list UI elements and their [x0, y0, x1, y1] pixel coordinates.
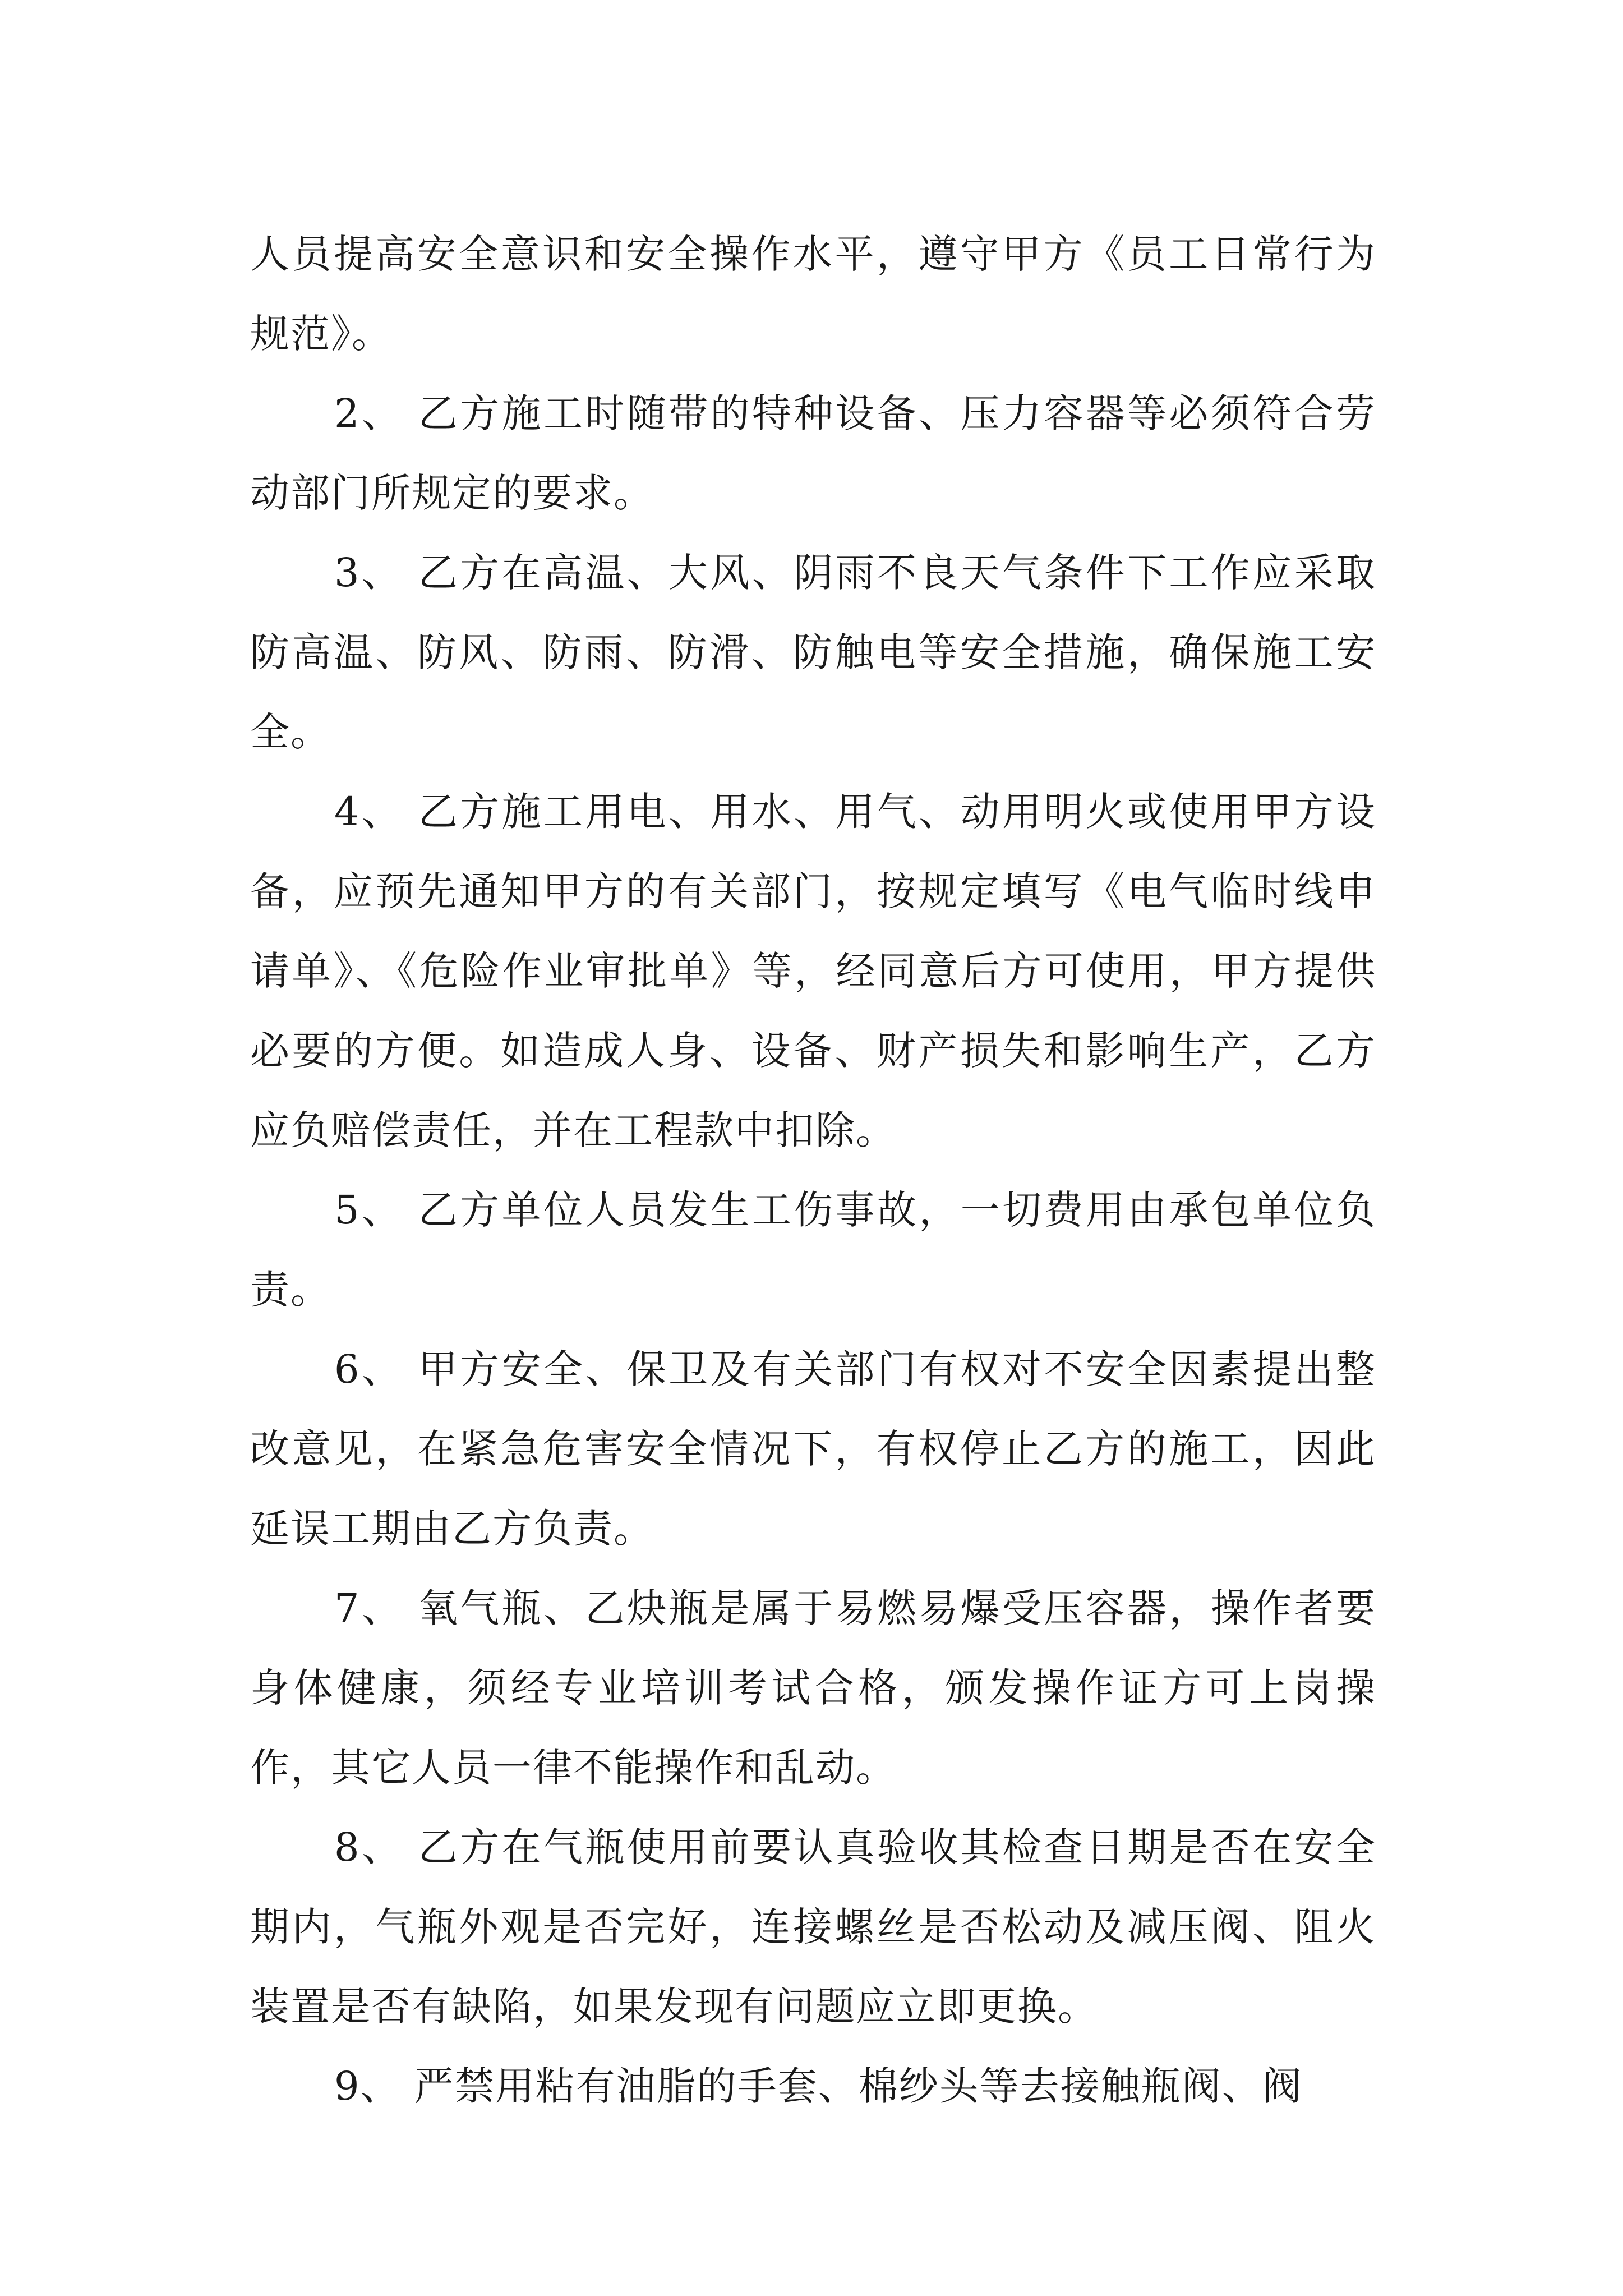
paragraph-item-9: 9、 严禁用粘有油脂的手套、棉纱头等去接触瓶阀、阀 [334, 2063, 1303, 2109]
paragraph-item-3: 3、 乙方在高温、大风、阴雨不良天气条件下工作应采取防高温、防风、防雨、防滑、防触电等安全措施，确保施工安全。 [250, 550, 1376, 755]
paragraph-item-5: 5、 乙方单位人员发生工伤事故，一切费用由承包单位负责。 [250, 1187, 1376, 1313]
paragraph-item-6: 6、 甲方安全、保卫及有关部门有权对不安全因素提出整改意见，在紧急危害安全情况下，有权停止乙方的施工，因此延误工期由乙方负责。 [250, 1346, 1376, 1552]
document-body [250, 214, 1376, 2126]
paragraph-item-4: 4、 乙方施工用电、用水、用气、动用明火或使用甲方设备，应预先通知甲方的有关部门，按规定填写《电气临时线申请单》、《危险作业审批单》等，经同意后方可使用，甲方提供必要的方便。如造成人身、设备、财产损失和影响生产，乙方应负赔偿责任，并在工程款中扣除。 [250, 789, 1376, 1153]
paragraph-item-8: 8、 乙方在气瓶使用前要认真验收其检查日期是否在安全期内，气瓶外观是否完好，连接螺丝是否松动及减压阀、阻火装置是否有缺陷，如果发现有问题应立即更换。 [250, 1824, 1376, 2030]
paragraph-item-7: 7、 氧气瓶、乙炔瓶是属于易燃易爆受压容器，操作者要身体健康，须经专业培训考试合格，颁发操作证方可上岗操作，其它人员一律不能操作和乱动。 [250, 1585, 1376, 1791]
paragraph-item-2: 2、 乙方施工时随带的特种设备、压力容器等必须符合劳动部门所规定的要求。 [250, 390, 1376, 516]
paragraph-continuation: 人员提高安全意识和安全操作水平，遵守甲方《员工日常行为规范》。 [250, 231, 1376, 357]
